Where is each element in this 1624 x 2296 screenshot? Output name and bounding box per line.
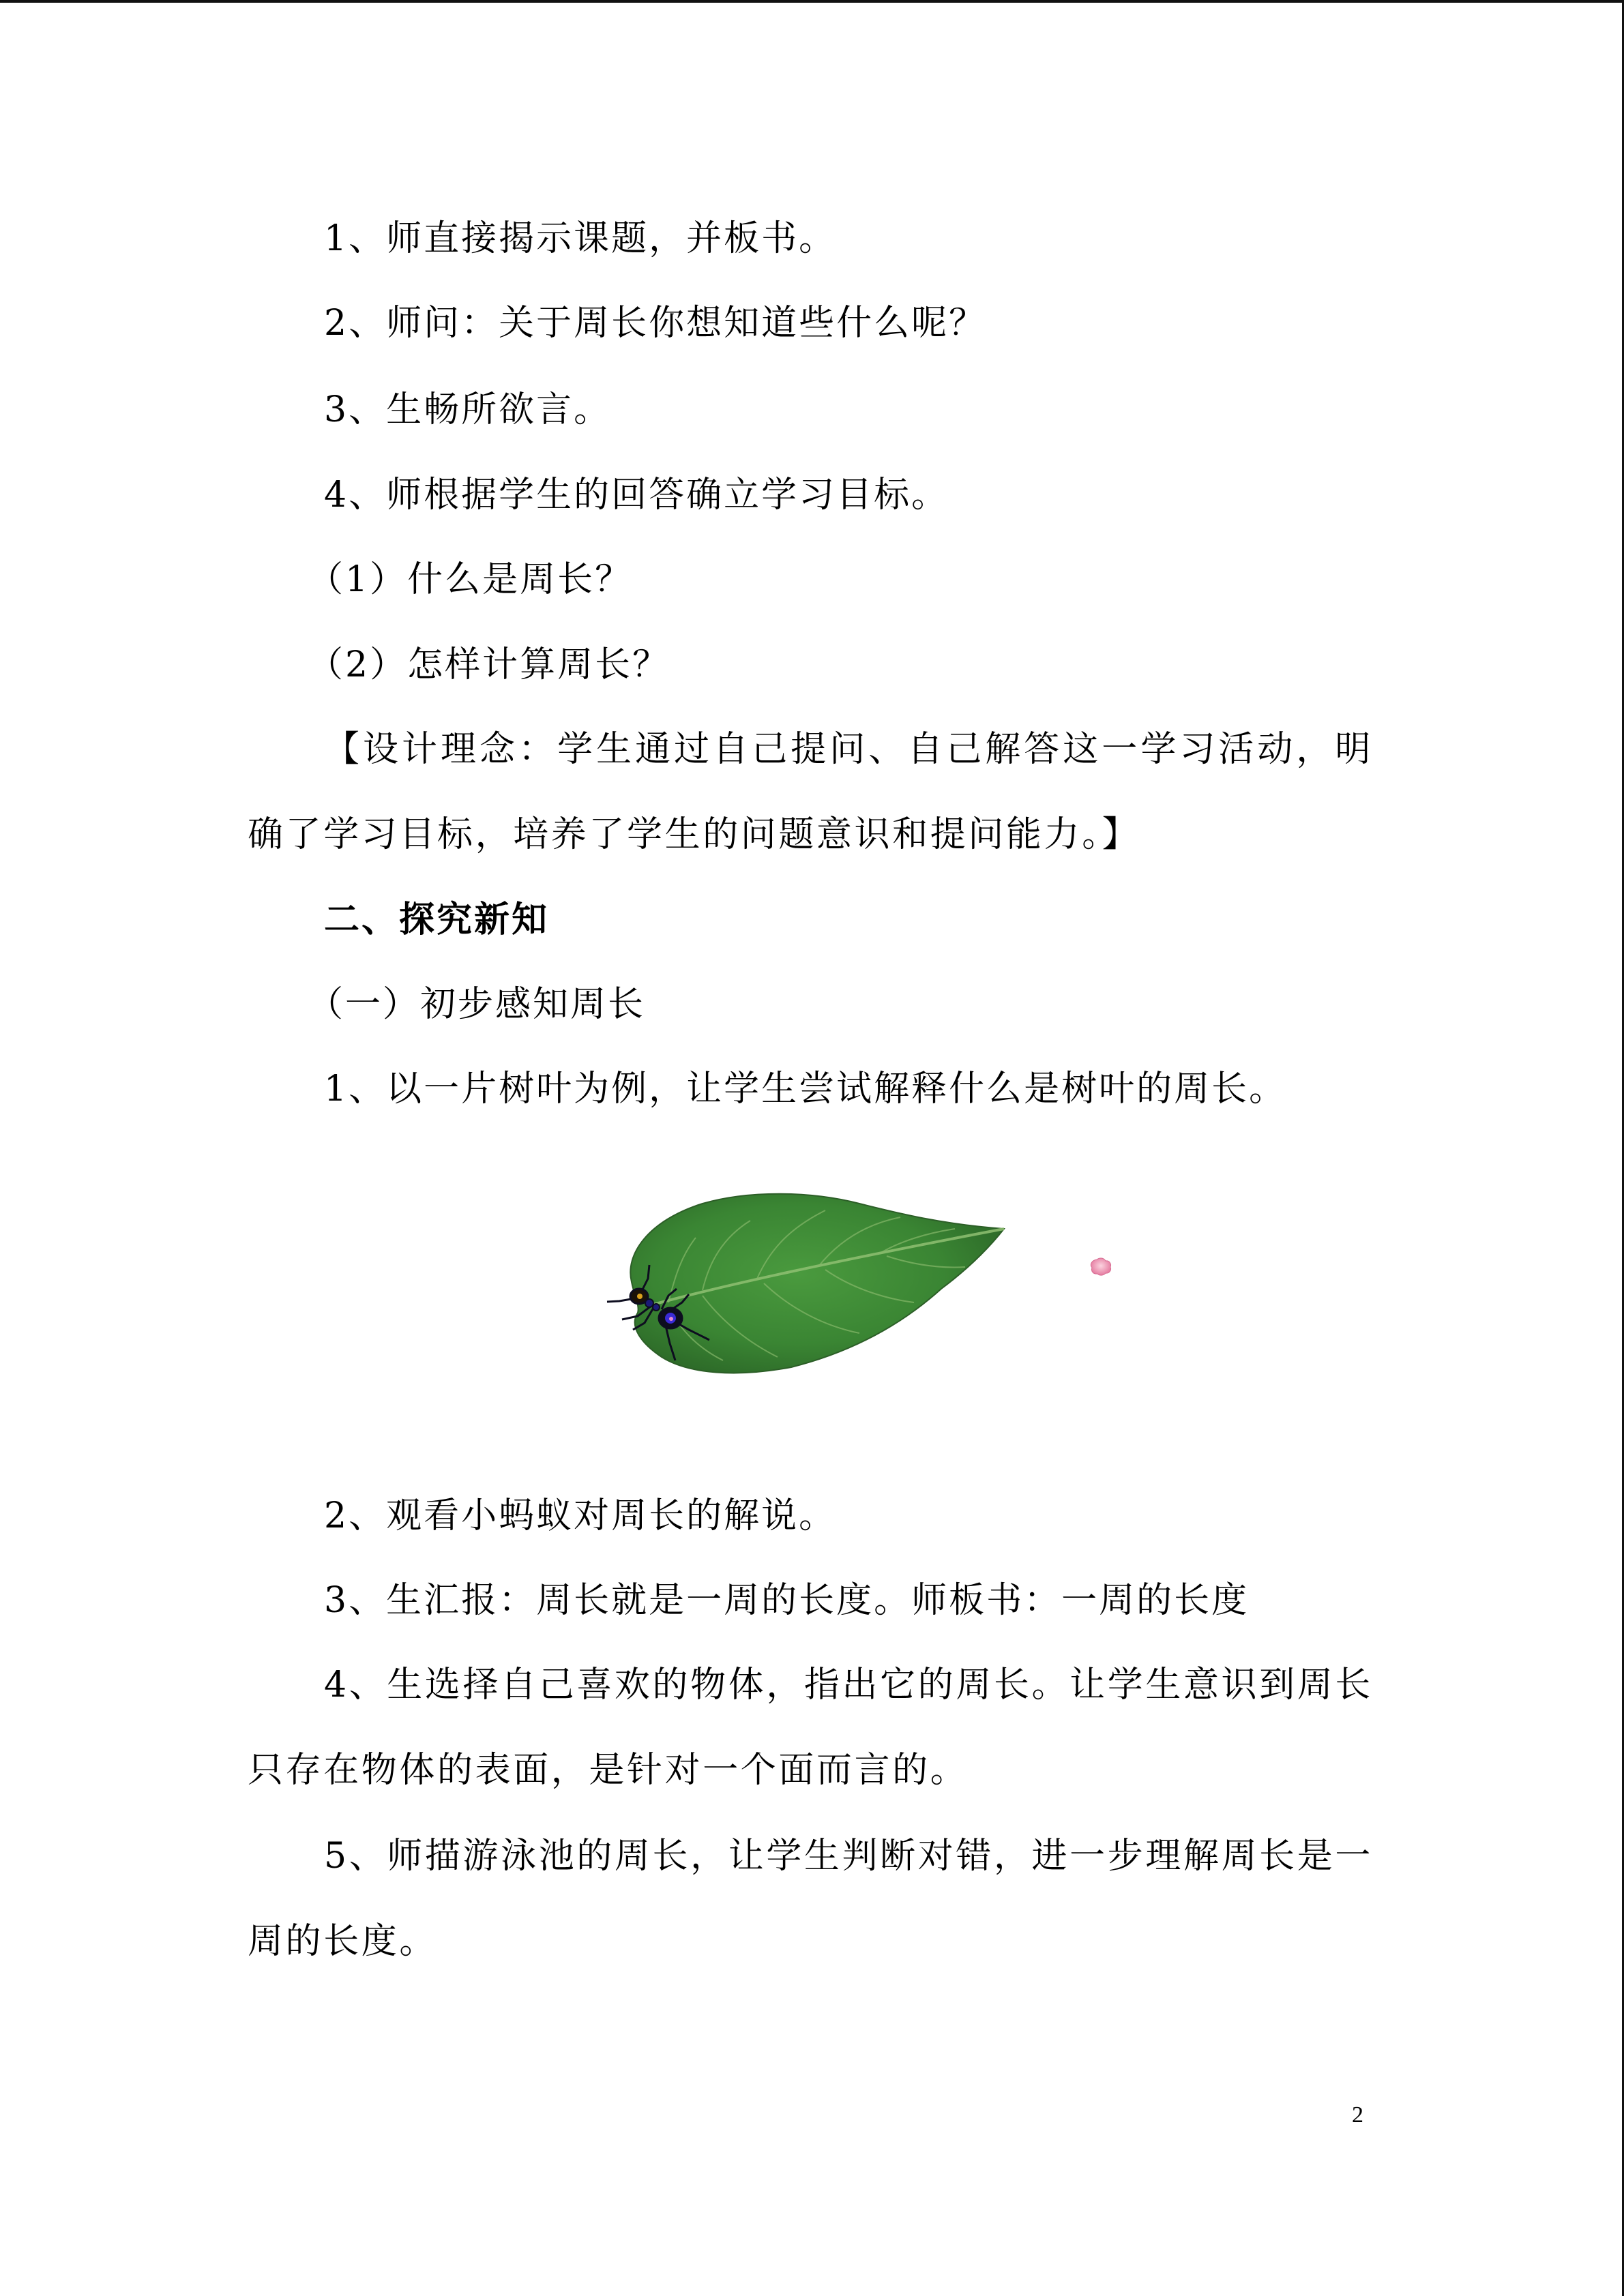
step-3-students-speak: 3、生畅所欲言。 bbox=[324, 389, 612, 430]
step-4-set-goals: 4、师根据学生的回答确立学习目标。 bbox=[324, 475, 949, 516]
page-number: 2 bbox=[1352, 2102, 1363, 2128]
section-heading-explore: 二、探究新知 bbox=[324, 899, 550, 940]
design-concept-note: 【设计理念：学生通过自己提问、自己解答这一学习活动，明确了学习目标，培养了学生的问题意识和提问能力。】 bbox=[248, 729, 1373, 855]
leaf-ant-illustration bbox=[587, 1173, 1132, 1391]
flower-icon bbox=[1091, 1258, 1110, 1275]
step-2-teacher-question: 2、师问：关于周长你想知道些什么呢？ bbox=[324, 303, 987, 344]
step-1-leaf-example: 1、以一片树叶为例，让学生尝试解释什么是树叶的周长。 bbox=[324, 1069, 1287, 1109]
goal-1: （1）什么是周长？ bbox=[308, 559, 633, 600]
leaf-icon bbox=[630, 1194, 1004, 1373]
goal-2: （2）怎样计算周长？ bbox=[308, 644, 670, 685]
step-2-watch-ant: 2、观看小蚂蚁对周长的解说。 bbox=[324, 1495, 837, 1536]
step-3-student-report: 3、生汇报：周长就是一周的长度。师板书：一周的长度 bbox=[324, 1580, 1250, 1621]
step-4-choose-object: 4、生选择自己喜欢的物体，指出它的周长。让学生意识到周长只存在物体的表面，是针对一个面而言的。 bbox=[248, 1665, 1373, 1791]
step-5-swimming-pool: 5、师描游泳池的周长，让学生判断对错，进一步理解周长是一周的长度。 bbox=[248, 1836, 1373, 1962]
subsection-heading-perceive: （一）初步感知周长 bbox=[308, 984, 646, 1025]
step-1-reveal-topic: 1、师直接揭示课题，并板书。 bbox=[324, 218, 837, 259]
page-top-border bbox=[0, 0, 1624, 3]
